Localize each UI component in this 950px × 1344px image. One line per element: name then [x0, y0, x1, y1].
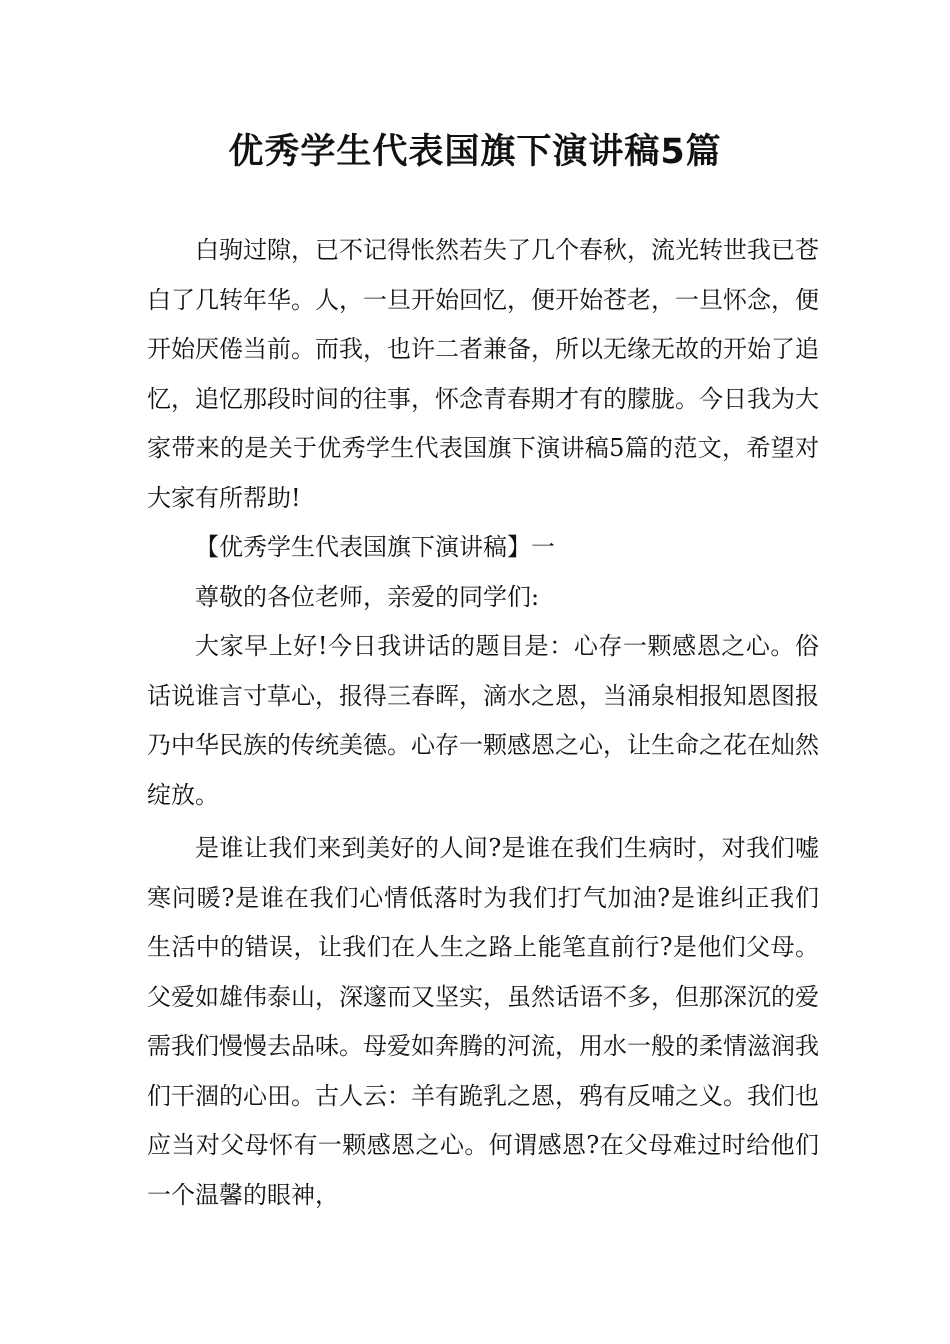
document-title: 优秀学生代表国旗下演讲稿5篇	[228, 132, 722, 172]
document-body	[147, 226, 819, 1220]
salutation: 尊敬的各位老师，亲爱的同学们:	[195, 582, 540, 611]
speech-paragraph: 大家早上好!今日我讲话的题目是：心存一颗感恩之心。俗话说谁言寸草心，报得三春晖，滴水之恩，当涌泉相报知恩图报乃中华民族的传统美德。心存一颗感恩之心，让生命之花在灿然绽放。	[147, 632, 819, 809]
intro-paragraph: 白驹过隙，已不记得怅然若失了几个春秋，流光转世我已苍白了几转年华。人，一旦开始回忆，便开始苍老，一旦怀念，便开始厌倦当前。而我，也许二者兼备，所以无缘无故的开始了追忆，追忆那段时间的往事，怀念青春期才有的朦胧。今日我为大家带来的是关于优秀学生代表国旗下演讲稿5篇的范文，希望对大家有所帮助!	[147, 236, 819, 512]
speech-paragraph: 是谁让我们来到美好的人间?是谁在我们生病时，对我们嘘寒问暖?是谁在我们心情低落时为我们打气加油?是谁纠正我们生活中的错误，让我们在人生之路上能笔直前行?是他们父母。父爱如雄伟泰山，深邃而又坚实，虽然话语不多，但那深沉的爱需我们慢慢去品味。母爱如奔腾的河流，用水一般的柔情滋润我们干涸的心田。古人云：羊有跪乳之恩，鸦有反哺之义。我们也应当对父母怀有一颗感恩之心。何谓感恩?在父母难过时给他们一个温馨的眼神，	[147, 834, 819, 1209]
section-heading: 【优秀学生代表国旗下演讲稿】一	[195, 533, 555, 561]
